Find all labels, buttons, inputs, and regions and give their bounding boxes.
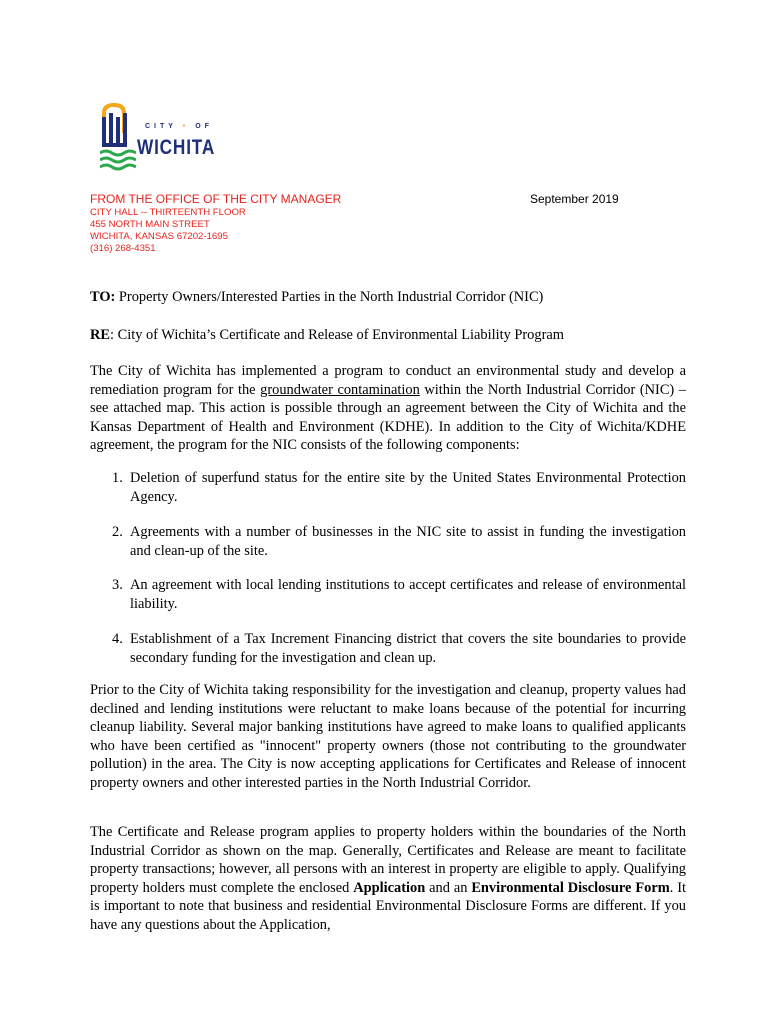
- logo-city-of-text: [145, 123, 213, 130]
- intro-text-end: within the North Industrial Corridor (NIC) – see attached map. This action is possible through an agreement between the City of Wichita and the Kansas Department of Health and Environment (KDHE). In addition to the City of Wichita/KDHE agreement, the program for the NIC consists of the following components:: [90, 381, 686, 453]
- address-phone: (316) 268-4351: [90, 243, 156, 254]
- logo-city-word: CITY: [145, 123, 177, 130]
- logo-dot: •: [182, 123, 190, 130]
- list-item-text: Deletion of superfund status for the entire site by the United States Environmental Protection Agency.: [130, 470, 686, 505]
- to-label: TO:: [90, 289, 116, 305]
- re-text: : City of Wichita’s Certificate and Release of Environmental Liability Program: [110, 327, 564, 343]
- program-paragraph: [90, 823, 686, 934]
- intro-text-start: The City of Wichita has implemented a program to conduct an environmental study and develop a remediation program for the: [90, 363, 686, 398]
- list-item-number: 4.: [112, 631, 123, 647]
- groundwater-contamination-text: groundwater contamination: [260, 381, 420, 398]
- list-item: [112, 469, 686, 506]
- list-item: [112, 630, 686, 667]
- environmental-disclosure-form-bold-text: Environmental Disclosure Form: [471, 879, 670, 896]
- to-text: Property Owners/Interested Parties in the North Industrial Corridor (NIC): [115, 289, 544, 305]
- application-bold-text: Application: [353, 879, 426, 896]
- logo-of-word: OF: [195, 123, 213, 130]
- city-of-wichita-logo: [100, 103, 216, 173]
- re-line: [90, 326, 686, 345]
- logo-wichita-text: WICHITA: [137, 136, 216, 159]
- address-line: CITY HALL -- THIRTEENTH FLOOR: [90, 207, 246, 218]
- list-item-number: 2.: [112, 524, 123, 540]
- address-line: 455 NORTH MAIN STREET: [90, 219, 210, 230]
- address-line: WICHITA, KANSAS 67202-1695: [90, 231, 228, 242]
- program-text-3: . It is important to note that business and residential Environmental Disclosure Forms are different. If you have any questions about the Application,: [90, 879, 687, 933]
- office-heading: FROM THE OFFICE OF THE CITY MANAGER: [90, 192, 342, 206]
- to-line: [90, 288, 686, 307]
- wichita-logo-mark-icon: [100, 103, 136, 173]
- letter-date: September 2019: [530, 192, 619, 206]
- list-item: [112, 576, 686, 613]
- office-address: [90, 207, 246, 255]
- list-item: [112, 523, 686, 560]
- list-item-text: An agreement with local lending institutions to accept certificates and release of environmental liability.: [130, 577, 686, 612]
- intro-paragraph: [90, 362, 686, 455]
- program-text-1: The Certificate and Release program applies to property holders within the boundaries of the North Industrial Corridor as shown on the map. Generally, Certificates and Release are meant to facilitate property transactions; however, all persons with an interest in property are eligible to apply. Qualifying property holders must complete the enclosed: [90, 824, 686, 896]
- list-item-text: Establishment of a Tax Increment Financing district that covers the site boundaries to provide secondary funding for the investigation and clean up.: [130, 631, 686, 666]
- re-label: RE: [90, 327, 110, 343]
- list-item-text: Agreements with a number of businesses in the NIC site to assist in funding the investigation and clean-up of the site.: [130, 524, 686, 559]
- list-item-number: 3.: [112, 577, 123, 593]
- list-item-number: 1.: [112, 470, 123, 486]
- background-paragraph: Prior to the City of Wichita taking responsibility for the investigation and cleanup, property values had declined and lending institutions were reluctant to make loans because of the potential for incurring cleanup liability. Several major banking institutions have agreed to make loans to qualified applicants who have been certified as "innocent" property owners (those not contributing to the groundwater pollution) in the area. The City is now accepting applications for Certificates and Release of innocent property owners and other interested parties in the North Industrial Corridor.: [90, 682, 686, 791]
- program-text-2: and an: [425, 879, 472, 896]
